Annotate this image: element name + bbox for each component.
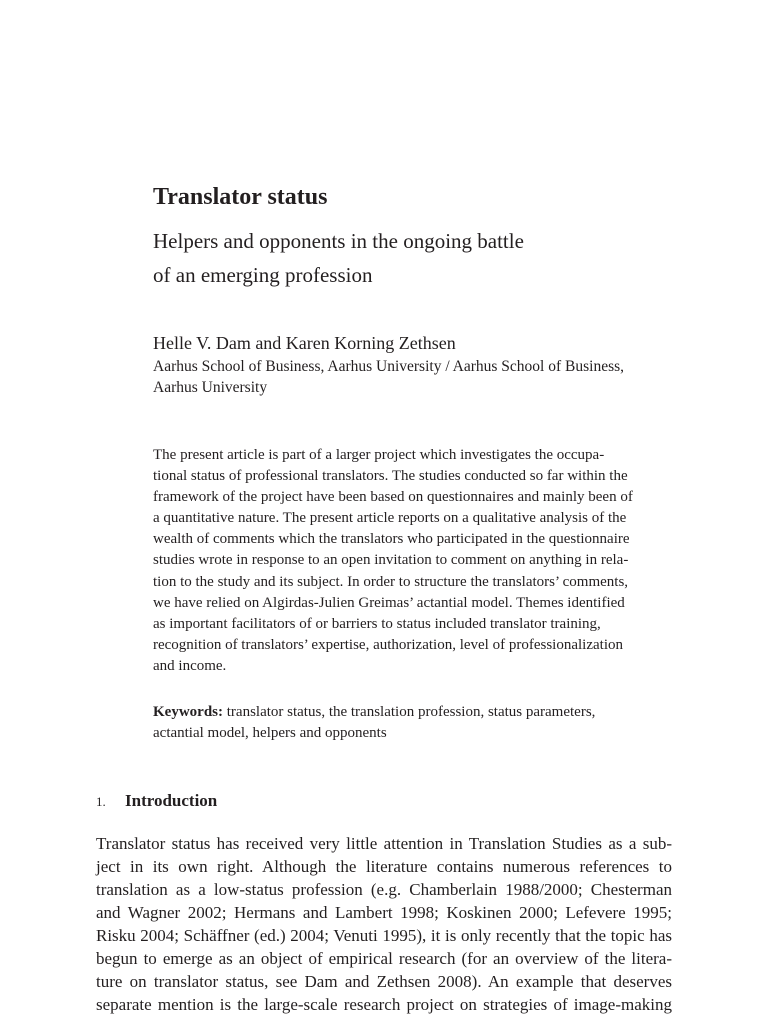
body-line: Risku 2004; Schäffner (ed.) 2004; Venuti 1995), it is only recently that the topic has xyxy=(96,926,672,945)
abstract-line: The present article is part of a larger project which investigates the occupa- xyxy=(153,447,605,463)
abstract-line: recognition of translators’ expertise, authorization, level of professionalization xyxy=(153,636,623,653)
body-line: Translator status has received very little attention in Translation Studies as a sub- xyxy=(96,834,672,853)
keywords-block xyxy=(153,702,673,744)
body-line: separate mention is the large-scale research project on strategies of image-making xyxy=(96,995,672,1014)
abstract-line: we have relied on Algirdas-Julien Greimas’ actantial model. Themes identified xyxy=(153,594,625,611)
abstract-line: framework of the project have been based on questionnaires and mainly been of xyxy=(153,489,633,506)
section-heading xyxy=(96,789,217,814)
abstract-line: and income. xyxy=(153,657,227,674)
section-number: 1. xyxy=(96,794,106,809)
abstract-line: wealth of comments which the translators who participated in the questionnaire xyxy=(153,531,630,548)
article-authors: Helle V. Dam and Karen Korning Zethsen xyxy=(153,333,456,353)
affiliation-line: Aarhus University xyxy=(153,379,268,396)
body-line: ject in its own right. Although the literature contains numerous references to xyxy=(96,857,672,876)
body-line: ture on translator status, see Dam and Zethsen 2008). An example that deserves xyxy=(96,972,672,991)
author-affiliation xyxy=(153,356,624,398)
keywords-label: Keywords: xyxy=(153,704,223,720)
abstract xyxy=(153,445,673,677)
section-title: Introduction xyxy=(125,791,218,810)
subtitle-line: Helpers and opponents in the ongoing battle xyxy=(153,229,524,253)
abstract-line: tional status of professional translators. The studies conducted so far within the xyxy=(153,468,628,485)
keywords-text: translator status, the translation profession, status parameters, xyxy=(226,704,596,720)
abstract-line: as important facilitators of or barriers to status included translator training, xyxy=(153,615,601,632)
body-line: translation as a low-status profession (e.g. Chamberlain 1988/2000; Chesterman xyxy=(96,880,672,899)
body-line: and Wagner 2002; Hermans and Lambert 1998; Koskinen 2000; Lefevere 1995; xyxy=(96,903,672,922)
body-line: begun to emerge as an object of empirical research (for an overview of the litera- xyxy=(96,949,672,968)
subtitle-line: of an emerging profession xyxy=(153,263,373,287)
abstract-line: studies wrote in response to an open invitation to comment on anything in rela- xyxy=(153,552,629,569)
abstract-line: tion to the study and its subject. In order to structure the translators’ comments, xyxy=(153,573,629,590)
keywords-line: actantial model, helpers and opponents xyxy=(153,725,387,742)
affiliation-line: Aarhus School of Business, Aarhus University / Aarhus School of Business, xyxy=(153,358,625,375)
article-subtitle xyxy=(153,224,673,292)
body-text xyxy=(96,832,672,1016)
article-title: Translator status xyxy=(153,184,328,210)
abstract-line: a quantitative nature. The present article reports on a qualitative analysis of the xyxy=(153,510,627,527)
keywords-line xyxy=(153,702,673,723)
